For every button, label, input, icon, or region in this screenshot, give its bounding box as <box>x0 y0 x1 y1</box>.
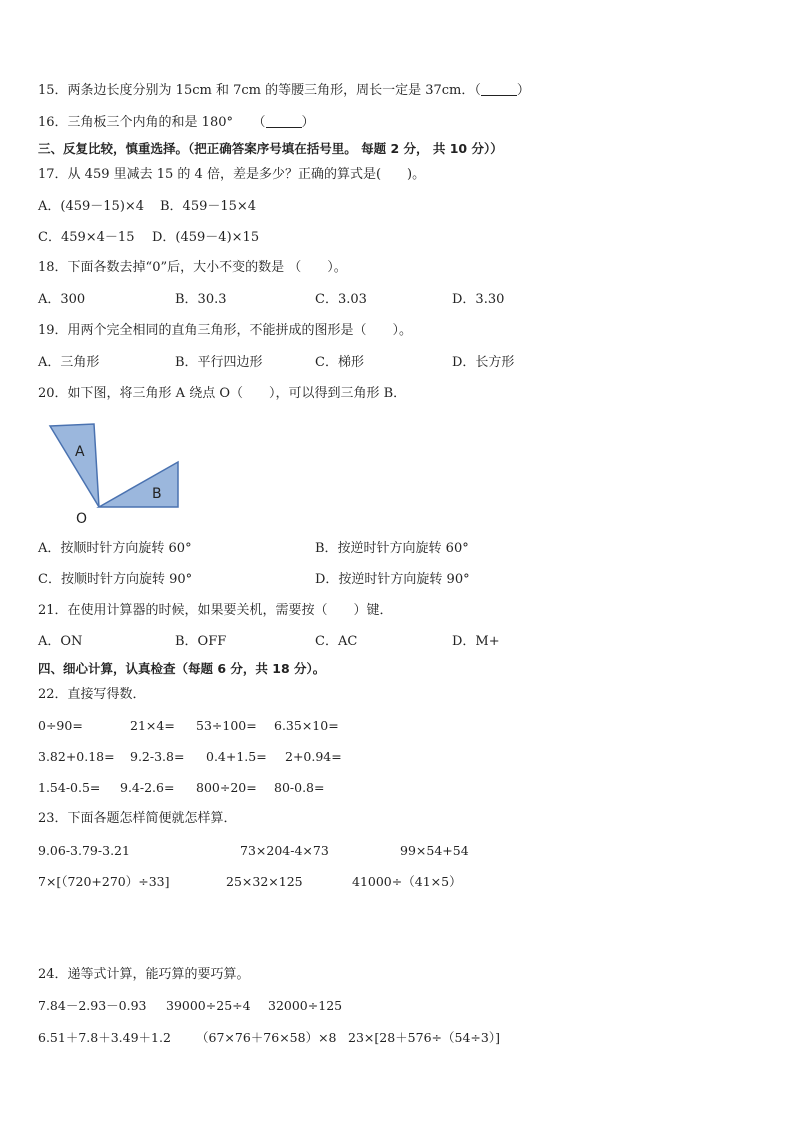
calc-item: 25×32×125 <box>226 874 303 889</box>
close-paren: ） <box>516 83 530 98</box>
option-b[interactable]: B．按逆时针方向旋转 60° <box>315 541 469 556</box>
calc-item: 23×[28＋576÷（54÷3）] <box>348 1030 500 1045</box>
calc-item: 53÷100= <box>196 718 257 733</box>
calc-item: 7.84－2.93－0.93 <box>38 998 147 1013</box>
section-4-heading: 四、细心计算，认真检查（每题 6 分，共 18 分）。 <box>38 661 326 676</box>
rotation-diagram <box>38 420 198 530</box>
question-15-text: 15．两条边长度分别为 15cm 和 7cm 的等腰三角形，周长一定是 37cm．（ <box>38 83 481 98</box>
calc-item: 73×204-4×73 <box>240 843 329 858</box>
calc-item: 9.4-2.6= <box>120 780 175 795</box>
question-16 <box>38 115 315 131</box>
calc-item: 80-0.8= <box>274 780 325 795</box>
calc-item: （67×76＋76×58）×8 <box>196 1030 337 1045</box>
calc-item: 6.35×10= <box>274 718 339 733</box>
calc-item: 2+0.94= <box>285 749 342 764</box>
calc-item: 9.2-3.8= <box>130 749 185 764</box>
triangle-a <box>50 424 99 507</box>
question-15 <box>38 83 530 99</box>
question-17: 17．从 459 里减去 15 的 4 倍，差是多少？正确的算式是( )。 <box>38 167 426 182</box>
option-c[interactable]: C．459×4－15 <box>38 230 135 245</box>
close-paren: ） <box>301 115 315 130</box>
calc-item: 39000÷25÷4 <box>166 998 251 1013</box>
option-a[interactable]: A．ON <box>38 634 83 649</box>
calc-item: 41000÷（41×5） <box>352 874 462 889</box>
calc-item: 99×54+54 <box>400 843 469 858</box>
calc-item: 800÷20= <box>196 780 257 795</box>
option-a[interactable]: A．300 <box>38 292 86 307</box>
calc-item: 0.4+1.5= <box>206 749 267 764</box>
question-23: 23．下面各题怎样简便就怎样算． <box>38 811 237 826</box>
option-d[interactable]: D．长方形 <box>452 355 515 370</box>
option-d[interactable]: D．M+ <box>452 634 500 649</box>
question-21: 21．在使用计算器的时候，如果要关机，需要按（ ）键． <box>38 603 393 618</box>
question-19: 19．用两个完全相同的直角三角形，不能拼成的图形是（ ）。 <box>38 323 413 338</box>
question-16-text: 16．三角板三个内角的和是 180° （ <box>38 115 266 130</box>
calc-item: 9.06-3.79-3.21 <box>38 843 130 858</box>
label-a: A <box>75 444 85 460</box>
calc-item: 3.82+0.18= <box>38 749 115 764</box>
rotation-figure <box>38 420 198 530</box>
option-c[interactable]: C．3.03 <box>315 292 367 307</box>
option-d[interactable]: D．3.30 <box>452 292 505 307</box>
option-a[interactable]: A．按顺时针方向旋转 60° <box>38 541 192 556</box>
question-24: 24．递等式计算，能巧算的要巧算。 <box>38 967 250 982</box>
option-a[interactable]: A．三角形 <box>38 355 100 370</box>
option-b[interactable]: B．平行四边形 <box>175 355 263 370</box>
question-20: 20．如下图，将三角形 A 绕点 O（ ），可以得到三角形 B． <box>38 386 407 401</box>
label-o: O <box>76 511 88 527</box>
option-c[interactable]: C．梯形 <box>315 355 364 370</box>
answer-blank[interactable] <box>481 83 517 96</box>
calc-item: 21×4= <box>130 718 175 733</box>
calc-item: 6.51＋7.8＋3.49＋1.2 <box>38 1030 171 1045</box>
section-3-heading: 三、反复比较，慎重选择。（把正确答案序号填在括号里。 每题 2 分， 共 10 分）） <box>38 141 503 156</box>
option-d[interactable]: D．按逆时针方向旋转 90° <box>315 572 470 587</box>
option-c[interactable]: C．AC <box>315 634 358 649</box>
option-a[interactable]: A．(459－15)×4 <box>38 199 145 214</box>
calc-item: 1.54-0.5= <box>38 780 101 795</box>
option-b[interactable]: B．30.3 <box>175 292 227 307</box>
option-d[interactable]: D．(459－4)×15 <box>152 230 260 245</box>
calc-item: 7×[（720+270）÷33] <box>38 874 170 889</box>
label-b: B <box>152 486 162 502</box>
calc-item: 32000÷125 <box>268 998 343 1013</box>
question-22: 22．直接写得数． <box>38 687 146 702</box>
option-c[interactable]: C．按顺时针方向旋转 90° <box>38 572 193 587</box>
option-b[interactable]: B．OFF <box>175 634 227 649</box>
answer-blank[interactable] <box>266 115 302 128</box>
calc-item: 0÷90= <box>38 718 83 733</box>
triangle-b <box>99 462 178 507</box>
option-b[interactable]: B．459－15×4 <box>160 199 257 214</box>
question-18: 18．下面各数去掉“0”后，大小不变的数是 （ ）。 <box>38 260 347 275</box>
